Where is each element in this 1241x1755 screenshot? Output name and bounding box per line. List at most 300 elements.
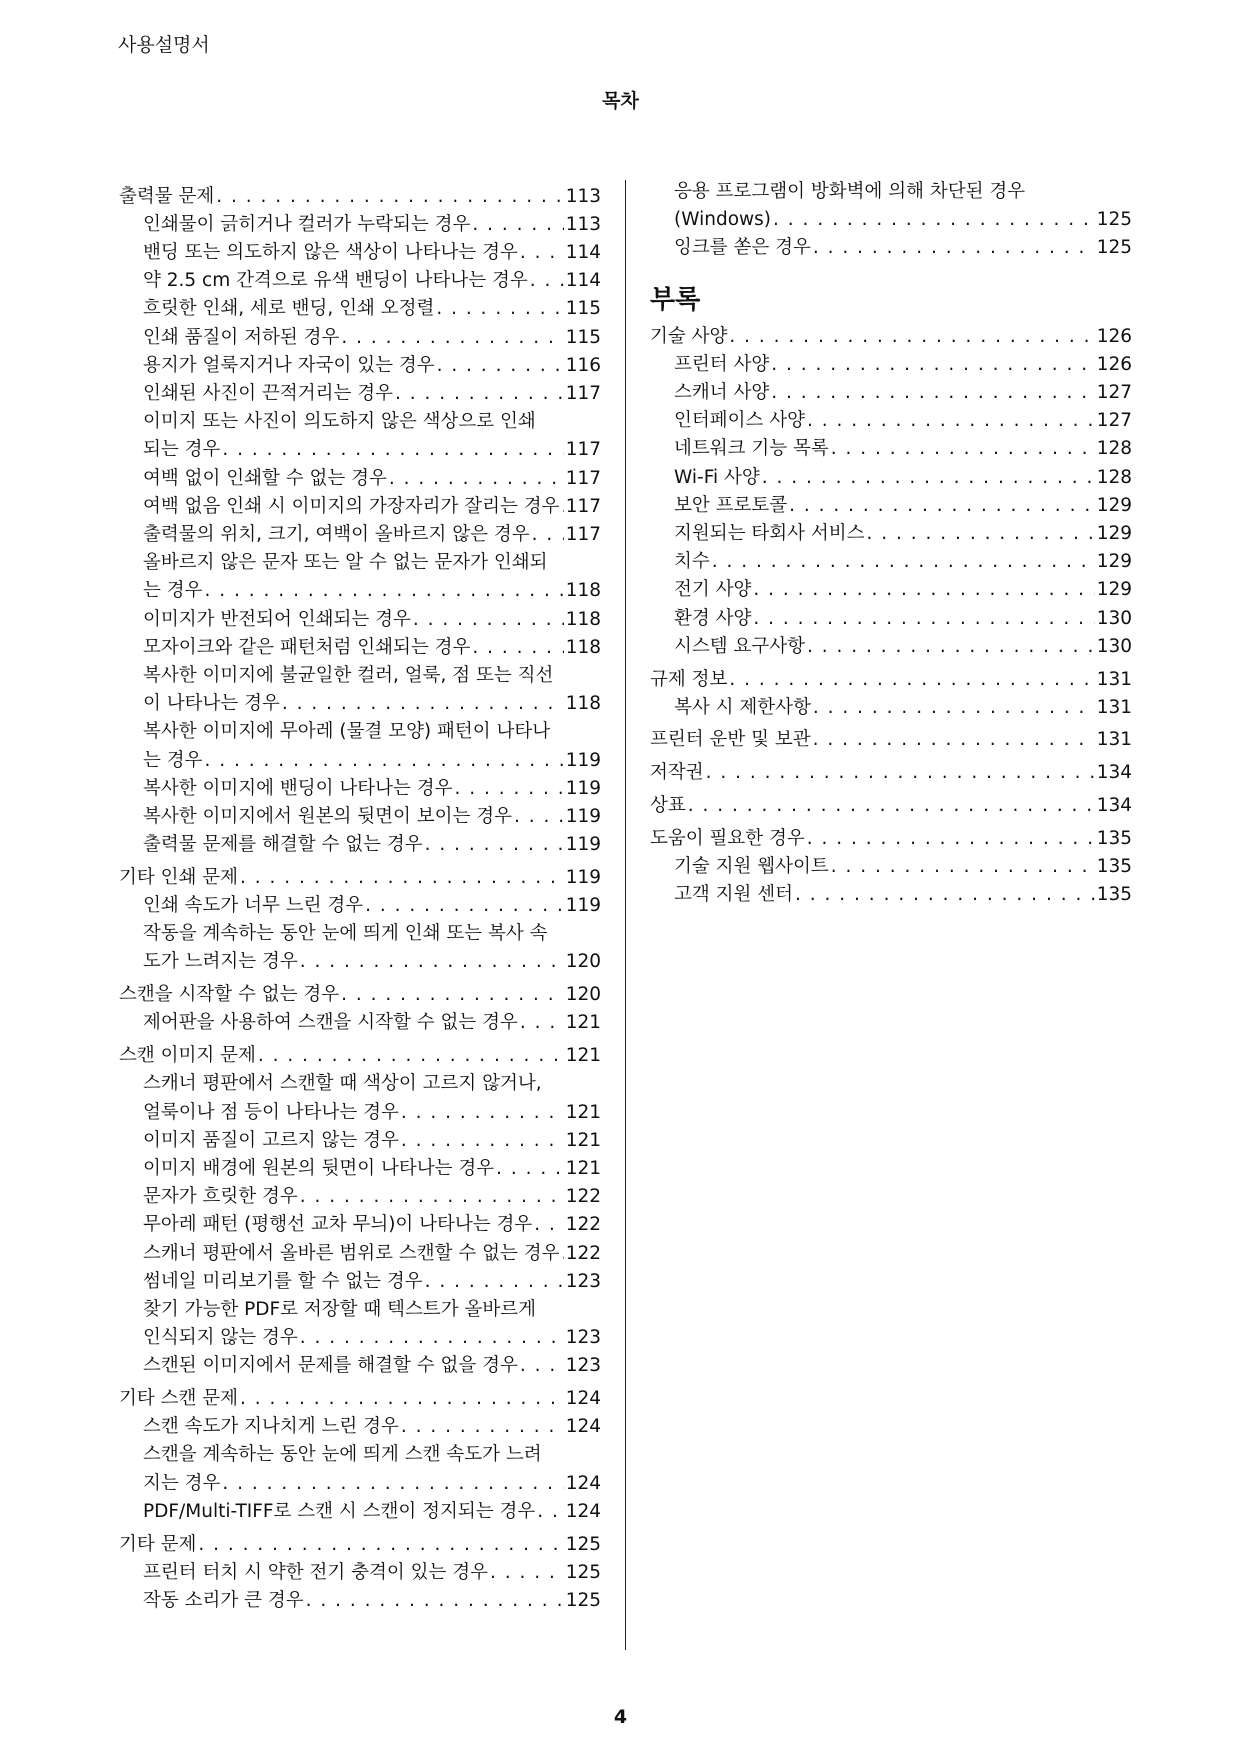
toc-entry-label[interactable]: 인쇄 품질이 저하된 경우 — [143, 326, 340, 348]
toc-entry-page[interactable]: 117 — [565, 467, 601, 489]
toc-entry-row[interactable] — [674, 881, 1132, 909]
toc-entry-row[interactable] — [650, 323, 1132, 351]
toc-entry-row[interactable] — [143, 606, 601, 634]
toc-entry-row[interactable] — [143, 239, 601, 267]
toc-entry-row[interactable] — [674, 605, 1132, 633]
toc-entry-label[interactable]: 이 나타나는 경우 — [143, 693, 280, 715]
toc-entry-row[interactable] — [674, 633, 1132, 661]
toc-entry[interactable] — [650, 825, 1132, 853]
dot-leader — [401, 1099, 564, 1127]
toc-entry-page[interactable]: 131 — [1096, 729, 1132, 751]
toc-entry-label[interactable]: 지는 경우 — [143, 1472, 221, 1494]
toc-entry-page[interactable]: 127 — [1096, 382, 1132, 404]
toc-entry[interactable] — [650, 407, 1132, 435]
dot-leader — [520, 239, 564, 267]
dot-leader — [341, 981, 564, 1009]
toc-entry-page[interactable]: 134 — [1096, 762, 1132, 784]
toc-entry-label[interactable]: 기술 사양 — [650, 325, 728, 347]
toc-entry-page[interactable]: 129 — [1096, 551, 1132, 573]
toc-entry-row[interactable] — [674, 435, 1132, 463]
toc-entry-label[interactable]: 규제 정보 — [650, 668, 728, 690]
toc-entry[interactable] — [650, 234, 1132, 262]
toc-entry[interactable] — [119, 1070, 601, 1126]
toc-entry-page[interactable]: 128 — [1096, 466, 1132, 488]
toc-entry-page[interactable]: 125 — [565, 1561, 601, 1583]
toc-entry-row[interactable] — [674, 234, 1132, 262]
toc-entry-row[interactable] — [650, 825, 1132, 853]
toc-entry-row[interactable] — [143, 295, 601, 323]
toc-entry[interactable] — [650, 548, 1132, 576]
toc-entry-label[interactable]: 이미지 품질이 고르지 않는 경우 — [143, 1129, 399, 1151]
toc-entry-row[interactable] — [650, 792, 1132, 820]
toc-entry[interactable] — [650, 178, 1132, 234]
toc-entry-row[interactable] — [143, 892, 601, 920]
toc-entry[interactable] — [650, 323, 1132, 351]
toc-entry-label[interactable]: 출력물 문제 — [119, 185, 215, 207]
toc-entry-label[interactable]: 출력물의 위치, 크기, 여백이 올바르지 않은 경우 — [143, 523, 530, 545]
toc-entry-label[interactable]: 시스템 요구사항 — [674, 635, 805, 657]
toc-entry-label[interactable]: 여백 없음 인쇄 시 이미지의 가장자리가 잘리는 경우 — [143, 495, 560, 517]
toc-entry-label[interactable]: 스캐너 평판에서 스캔할 때 색상이 고르지 않거나, — [143, 1073, 542, 1095]
toc-entry-page[interactable]: 119 — [565, 805, 601, 827]
toc-entry[interactable] — [119, 1413, 601, 1441]
toc-entry[interactable] — [119, 493, 601, 521]
toc-entry-label[interactable]: 복사한 이미지에 불균일한 컬러, 얼룩, 점 또는 직선 — [143, 664, 554, 686]
toc-entry-row[interactable] — [143, 1127, 601, 1155]
section-heading: 부록 — [650, 284, 701, 315]
dot-leader — [813, 726, 1095, 754]
toc-entry-page[interactable]: 131 — [1096, 696, 1132, 718]
toc-entry-page[interactable]: 129 — [1096, 523, 1132, 545]
toc-entry-page[interactable]: 117 — [565, 439, 601, 461]
toc-entry-label[interactable]: 기타 인쇄 문제 — [119, 866, 238, 888]
dot-leader — [561, 1240, 563, 1268]
toc-entry-label[interactable]: 고객 지원 센터 — [674, 883, 793, 905]
toc-entry-page[interactable]: 113 — [565, 213, 601, 235]
dot-leader — [300, 1183, 564, 1211]
toc-entry-row[interactable] — [143, 690, 601, 718]
toc-entry-row[interactable] — [143, 211, 601, 239]
toc-entry-row[interactable] — [143, 521, 601, 549]
toc-entry[interactable] — [119, 1531, 601, 1559]
toc-entry-label[interactable]: 치수 — [674, 551, 710, 573]
toc-entry[interactable] — [650, 351, 1132, 379]
toc-entry[interactable] — [650, 520, 1132, 548]
toc-entry[interactable] — [119, 239, 601, 267]
dot-leader — [205, 577, 564, 605]
toc-entry[interactable] — [650, 379, 1132, 407]
toc-entry[interactable] — [119, 1155, 601, 1183]
dot-leader — [341, 324, 563, 352]
toc-entry-label[interactable]: 전기 사양 — [674, 579, 752, 601]
column-divider — [625, 180, 626, 1650]
document-title: 사용설명서 — [118, 34, 210, 56]
toc-entry[interactable] — [119, 1211, 601, 1239]
toc-entry[interactable] — [119, 1559, 601, 1587]
page-number: 4 — [613, 1706, 628, 1728]
toc-entry-row[interactable] — [143, 1211, 601, 1239]
dot-leader — [205, 747, 564, 775]
toc-entry-page[interactable]: 117 — [565, 523, 601, 545]
toc-entry[interactable] — [650, 492, 1132, 520]
toc-entry-row[interactable] — [143, 324, 601, 352]
toc-entry-label[interactable]: 스캔된 이미지에서 문제를 해결할 수 없을 경우 — [143, 1355, 518, 1377]
toc-entry-label[interactable]: 문자가 흐릿한 경우 — [143, 1186, 298, 1208]
toc-entry-label[interactable]: 스캔 이미지 문제 — [119, 1045, 256, 1067]
toc-entry-row[interactable] — [674, 853, 1132, 881]
toc-entry-page[interactable]: 120 — [565, 984, 601, 1006]
toc-entry-row[interactable] — [674, 206, 1132, 234]
toc-entry[interactable] — [119, 662, 601, 718]
toc-entry-page[interactable]: 122 — [565, 1242, 601, 1264]
dot-leader — [688, 792, 1095, 820]
toc-entry-page[interactable]: 123 — [565, 1327, 601, 1349]
dot-leader — [300, 948, 564, 976]
dot-leader — [437, 352, 564, 380]
toc-entry-label[interactable]: 복사한 이미지에 밴딩이 나타나는 경우 — [143, 777, 453, 799]
toc-entry[interactable] — [650, 694, 1132, 722]
toc-entry-label[interactable]: 이미지가 반전되어 인쇄되는 경우 — [143, 608, 411, 630]
toc-entry-row[interactable] — [143, 1587, 601, 1615]
toc-entry-row[interactable] — [143, 634, 601, 662]
toc-entry-row[interactable] — [119, 1531, 601, 1559]
toc-entry-label[interactable]: 는 경우 — [143, 580, 203, 602]
toc-entry-page[interactable]: 135 — [1096, 883, 1132, 905]
toc-entry-row[interactable] — [650, 666, 1132, 694]
toc-entry[interactable] — [119, 920, 601, 976]
toc-entry-page[interactable]: 127 — [1096, 410, 1132, 432]
toc-entry-row[interactable] — [119, 1042, 601, 1070]
toc-entry[interactable] — [119, 718, 601, 774]
toc-entry[interactable] — [119, 634, 601, 662]
toc-entry-label[interactable]: 기술 지원 웹사이트 — [674, 855, 829, 877]
toc-entry-page[interactable]: 124 — [565, 1472, 601, 1494]
toc-entry-row[interactable] — [143, 948, 601, 976]
toc-entry-label[interactable]: 상표 — [650, 794, 686, 816]
toc-entry[interactable] — [119, 267, 601, 295]
toc-entry-row[interactable] — [143, 775, 601, 803]
toc-entry-row[interactable] — [143, 1413, 601, 1441]
toc-entry-label[interactable]: (Windows) — [674, 209, 772, 231]
toc-entry-row[interactable] — [119, 981, 601, 1009]
toc-entry-row[interactable] — [143, 1268, 601, 1296]
toc-entry-page[interactable]: 119 — [565, 749, 601, 771]
toc-entry-label[interactable]: 찾기 가능한 PDF로 저장할 때 텍스트가 올바르게 — [143, 1298, 537, 1320]
toc-entry-page[interactable]: 135 — [1096, 827, 1132, 849]
toc-entry-label[interactable]: 는 경우 — [143, 749, 203, 771]
toc-entry-page[interactable]: 123 — [565, 1355, 601, 1377]
dot-leader — [365, 892, 564, 920]
toc-entry[interactable] — [119, 1441, 601, 1497]
toc-entry-label[interactable]: 스캔을 시작할 수 없는 경우 — [119, 984, 340, 1006]
toc-entry-row[interactable] — [143, 577, 601, 605]
toc-entry-label[interactable]: 복사한 이미지에 무아레 (물결 모양) 패턴이 나타나 — [143, 721, 551, 743]
toc-entry-page[interactable]: 122 — [565, 1214, 601, 1236]
toc-entry-page[interactable]: 121 — [565, 1012, 601, 1034]
dot-leader — [561, 493, 563, 521]
toc-entry-row[interactable] — [143, 803, 601, 831]
toc-entry-row[interactable] — [674, 576, 1132, 604]
toc-entry-row[interactable] — [143, 1559, 601, 1587]
toc-entry-label[interactable]: 작동 소리가 큰 경우 — [143, 1589, 304, 1611]
toc-entry-page[interactable]: 114 — [565, 270, 601, 292]
toc-entry-label[interactable]: 도가 느려지는 경우 — [143, 951, 298, 973]
dot-leader — [389, 465, 564, 493]
toc-entry[interactable] — [119, 1385, 601, 1413]
toc-entry-row[interactable] — [674, 694, 1132, 722]
toc-entry-page[interactable]: 126 — [1096, 353, 1132, 375]
toc-entry-page[interactable]: 121 — [565, 1157, 601, 1179]
toc-entry-row[interactable] — [143, 747, 601, 775]
toc-entry[interactable] — [119, 831, 601, 859]
toc-entry-page[interactable]: 129 — [1096, 494, 1132, 516]
dot-leader — [401, 1413, 564, 1441]
toc-entry[interactable] — [119, 1268, 601, 1296]
toc-entry[interactable] — [650, 853, 1132, 881]
toc-entry[interactable] — [650, 881, 1132, 909]
toc-entry-label[interactable]: 약 2.5 cm 간격으로 유색 밴딩이 나타나는 경우 — [143, 270, 528, 292]
toc-entry-row[interactable] — [143, 493, 601, 521]
dot-leader — [789, 492, 1095, 520]
toc-entry-row[interactable] — [119, 1385, 601, 1413]
toc-entry-row[interactable] — [143, 831, 601, 859]
toc-entry-label[interactable]: 모자이크와 같은 패턴처럼 인쇄되는 경우 — [143, 636, 471, 658]
toc-entry-page[interactable]: 130 — [1096, 635, 1132, 657]
toc-entry-page[interactable]: 118 — [565, 693, 601, 715]
toc-entry-page[interactable]: 125 — [1096, 209, 1132, 231]
toc-entry-label[interactable]: 용지가 얼룩지거나 자국이 있는 경우 — [143, 354, 435, 376]
toc-entry[interactable] — [650, 666, 1132, 694]
toc-entry-page[interactable]: 124 — [565, 1388, 601, 1410]
dot-leader — [496, 1155, 564, 1183]
toc-entry-page[interactable]: 119 — [565, 866, 601, 888]
toc-entry-label[interactable]: 여백 없이 인쇄할 수 없는 경우 — [143, 467, 387, 489]
toc-entry-page[interactable]: 128 — [1096, 438, 1132, 460]
toc-entry-label[interactable]: 인쇄된 사진이 끈적거리는 경우 — [143, 382, 393, 404]
toc-entry[interactable] — [119, 1296, 601, 1352]
toc-entry-row[interactable] — [119, 183, 601, 211]
toc-entry-label[interactable]: 인쇄물이 긁히거나 컬러가 누락되는 경우 — [143, 213, 471, 235]
toc-entry-page[interactable]: 121 — [565, 1129, 601, 1151]
toc-entry[interactable] — [119, 892, 601, 920]
toc-entry-label[interactable]: 복사한 이미지에서 원본의 뒷면이 보이는 경우 — [143, 805, 512, 827]
toc-entry[interactable] — [650, 576, 1132, 604]
toc-entry[interactable] — [119, 864, 601, 892]
toc-entry-row[interactable] — [143, 1183, 601, 1211]
toc-entry-page[interactable]: 117 — [565, 495, 601, 517]
toc-entry-page[interactable]: 130 — [1096, 607, 1132, 629]
toc-entry[interactable] — [119, 465, 601, 493]
toc-entry-row[interactable] — [143, 1470, 601, 1498]
dot-leader — [282, 690, 564, 718]
dot-leader — [395, 380, 564, 408]
toc-entry-label[interactable]: 응용 프로그램이 방화벽에 의해 차단된 경우 — [674, 181, 1026, 202]
toc-entry-label[interactable]: Wi-Fi 사양 — [674, 466, 760, 488]
toc-entry-page[interactable]: 120 — [565, 951, 601, 973]
toc-entry-row[interactable] — [143, 1009, 601, 1037]
toc-entry-page[interactable]: 124 — [565, 1500, 601, 1522]
toc-entry-label[interactable]: 프린터 터치 시 약한 전기 충격이 있는 경우 — [143, 1561, 488, 1583]
toc-entry[interactable] — [119, 1042, 601, 1070]
dot-leader — [425, 1268, 564, 1296]
toc-entry[interactable] — [119, 1587, 601, 1615]
toc-entry-label[interactable]: 작동을 계속하는 동안 눈에 띄게 인쇄 또는 복사 속 — [143, 923, 548, 945]
toc-entry-page[interactable]: 125 — [565, 1589, 601, 1611]
toc-entry[interactable] — [119, 1240, 601, 1268]
dot-leader — [436, 295, 563, 323]
toc-entry[interactable] — [119, 1127, 601, 1155]
toc-entry-page[interactable]: 117 — [565, 382, 601, 404]
toc-entry-label[interactable]: 스캔 속도가 지나치게 느린 경우 — [143, 1416, 399, 1438]
toc-entry-label[interactable]: 인식되지 않는 경우 — [143, 1327, 298, 1349]
toc-entry-row[interactable] — [143, 1240, 601, 1268]
toc-entry-label[interactable]: 썸네일 미리보기를 할 수 없는 경우 — [143, 1270, 423, 1292]
toc-entry-page[interactable]: 119 — [565, 895, 601, 917]
toc-entry-page[interactable]: 121 — [565, 1045, 601, 1067]
toc-entry-row[interactable] — [143, 1498, 601, 1526]
toc-entry-label[interactable]: 얼룩이나 점 등이 나타나는 경우 — [143, 1101, 399, 1123]
dot-leader — [706, 759, 1095, 787]
toc-entry[interactable] — [119, 981, 601, 1009]
toc-entry[interactable] — [119, 408, 601, 464]
toc-entry-label[interactable]: 환경 사양 — [674, 607, 752, 629]
toc-entry-row[interactable] — [674, 520, 1132, 548]
toc-entry-page[interactable]: 121 — [565, 1101, 601, 1123]
toc-entry[interactable] — [650, 759, 1132, 787]
toc-entry-row[interactable] — [650, 726, 1132, 754]
toc-entry-page[interactable]: 114 — [565, 241, 601, 263]
toc-entry[interactable] — [119, 1183, 601, 1211]
toc-entry-page[interactable]: 118 — [565, 580, 601, 602]
toc-entry-row[interactable] — [674, 548, 1132, 576]
toc-entry-page[interactable]: 115 — [565, 298, 601, 320]
toc-entry-row[interactable] — [143, 267, 601, 295]
toc-entry[interactable] — [119, 380, 601, 408]
toc-entry-row[interactable] — [119, 864, 601, 892]
toc-entry-page[interactable]: 125 — [1096, 237, 1132, 259]
toc-entry[interactable] — [119, 1498, 601, 1526]
toc-entry[interactable] — [650, 633, 1132, 661]
toc-entry-label[interactable]: 인터페이스 사양 — [674, 410, 805, 432]
toc-entry-row[interactable] — [143, 1099, 601, 1127]
toc-entry-row[interactable] — [674, 351, 1132, 379]
toc-entry-row[interactable] — [674, 407, 1132, 435]
toc-entry-row[interactable] — [143, 1324, 601, 1352]
toc-entry-page[interactable]: 123 — [565, 1270, 601, 1292]
dot-leader — [300, 1324, 564, 1352]
toc-entry-page[interactable]: 113 — [565, 185, 601, 207]
toc-entry[interactable] — [650, 435, 1132, 463]
toc-entry-label[interactable]: 무아레 패턴 (평행선 교차 무늬)이 나타나는 경우 — [143, 1214, 533, 1236]
toc-entry[interactable] — [119, 803, 601, 831]
toc-entry-page[interactable]: 116 — [565, 354, 601, 376]
toc-entry[interactable] — [119, 1009, 601, 1037]
toc-entry-label[interactable]: 되는 경우 — [143, 439, 221, 461]
dot-leader — [813, 234, 1095, 262]
toc-entry-label[interactable]: PDF/Multi-TIFF로 스캔 시 스캔이 정지되는 경우 — [143, 1500, 536, 1522]
toc-entry-label[interactable]: 이미지 또는 사진이 의도하지 않은 색상으로 인쇄 — [143, 411, 536, 433]
toc-entry[interactable] — [650, 792, 1132, 820]
toc-entry-page[interactable]: 134 — [1096, 794, 1132, 816]
toc-entry-page[interactable]: 122 — [565, 1186, 601, 1208]
toc-entry-label[interactable]: 네트워크 기능 목록 — [674, 438, 829, 460]
toc-entry-label[interactable]: 스캔을 계속하는 동안 눈에 띄게 스캔 속도가 느려 — [143, 1444, 542, 1466]
toc-entry-label[interactable]: 출력물 문제를 해결할 수 없는 경우 — [143, 834, 423, 856]
toc-entry[interactable] — [650, 605, 1132, 633]
dot-leader — [753, 576, 1094, 604]
toc-entry[interactable] — [650, 726, 1132, 754]
toc-entry-row[interactable] — [674, 464, 1132, 492]
toc-entry-label[interactable]: 밴딩 또는 의도하지 않은 색상이 나타나는 경우 — [143, 241, 518, 263]
toc-entry[interactable] — [119, 211, 601, 239]
toc-entry-page[interactable]: 118 — [565, 636, 601, 658]
toc-entry[interactable] — [119, 183, 601, 211]
toc-entry-row[interactable] — [650, 759, 1132, 787]
toc-entry-row[interactable] — [143, 1155, 601, 1183]
toc-entry-label[interactable]: 보안 프로토콜 — [674, 494, 788, 516]
toc-entry-page[interactable]: 135 — [1096, 855, 1132, 877]
dot-leader — [454, 775, 563, 803]
toc-entry[interactable] — [119, 606, 601, 634]
toc-entry-label[interactable]: 잉크를 쏟은 경우 — [674, 237, 811, 259]
toc-entry-label[interactable]: 스캐너 평판에서 올바른 범위로 스캔할 수 없는 경우 — [143, 1242, 560, 1264]
toc-entry-label[interactable]: 저작권 — [650, 762, 704, 784]
toc-entry-row[interactable] — [143, 465, 601, 493]
toc-entry-label[interactable]: 지원되는 타회사 서비스 — [674, 523, 865, 545]
toc-entry-page[interactable]: 118 — [565, 608, 601, 630]
toc-entry-label[interactable]: 올바르지 않은 문자 또는 알 수 없는 문자가 인쇄되 — [143, 552, 548, 574]
toc-entry[interactable] — [650, 464, 1132, 492]
toc-entry-label[interactable]: 이미지 배경에 원본의 뒷면이 나타나는 경우 — [143, 1157, 495, 1179]
dot-leader — [472, 634, 563, 662]
toc-entry[interactable] — [119, 521, 601, 549]
toc-entry-label[interactable]: 프린터 운반 및 보관 — [650, 729, 811, 751]
toc-entry-label[interactable]: 도움이 필요한 경우 — [650, 827, 805, 849]
toc-entry-page[interactable]: 131 — [1096, 668, 1132, 690]
toc-entry[interactable] — [119, 549, 601, 605]
toc-entry-label[interactable]: 기타 문제 — [119, 1533, 197, 1555]
toc-right-column — [650, 178, 1132, 909]
toc-entry-label[interactable]: 기타 스캔 문제 — [119, 1388, 238, 1410]
toc-entry[interactable] — [119, 775, 601, 803]
toc-entry-label[interactable]: 인쇄 속도가 너무 느린 경우 — [143, 895, 364, 917]
toc-entry[interactable] — [119, 1352, 601, 1380]
toc-entry-label[interactable]: 복사 시 제한사항 — [674, 696, 811, 718]
toc-entry-row[interactable] — [143, 352, 601, 380]
toc-entry-label[interactable]: 제어판을 사용하여 스캔을 시작할 수 없는 경우 — [143, 1012, 518, 1034]
toc-entry-page[interactable]: 115 — [565, 326, 601, 348]
toc-entry-page[interactable]: 124 — [565, 1416, 601, 1438]
toc-entry-label[interactable]: 흐릿한 인쇄, 세로 밴딩, 인쇄 오정렬 — [143, 298, 435, 320]
toc-entry-row[interactable] — [143, 380, 601, 408]
toc-entry[interactable] — [119, 324, 601, 352]
toc-entry-row[interactable] — [674, 379, 1132, 407]
toc-entry-row[interactable] — [674, 492, 1132, 520]
page-title: 목차 — [602, 90, 639, 112]
toc-entry-page[interactable]: 125 — [565, 1533, 601, 1555]
toc-entry-label[interactable]: 프린터 사양 — [674, 353, 770, 375]
toc-entry-page[interactable]: 119 — [565, 777, 601, 799]
toc-entry[interactable] — [119, 352, 601, 380]
toc-entry-row[interactable] — [143, 1352, 601, 1380]
toc-entry-page[interactable]: 129 — [1096, 579, 1132, 601]
toc-entry-page[interactable]: 126 — [1096, 325, 1132, 347]
toc-entry-label[interactable]: 스캐너 사양 — [674, 382, 770, 404]
toc-entry-page[interactable]: 119 — [565, 834, 601, 856]
dot-leader — [514, 803, 564, 831]
toc-entry-row[interactable] — [143, 436, 601, 464]
toc-entry[interactable] — [119, 295, 601, 323]
